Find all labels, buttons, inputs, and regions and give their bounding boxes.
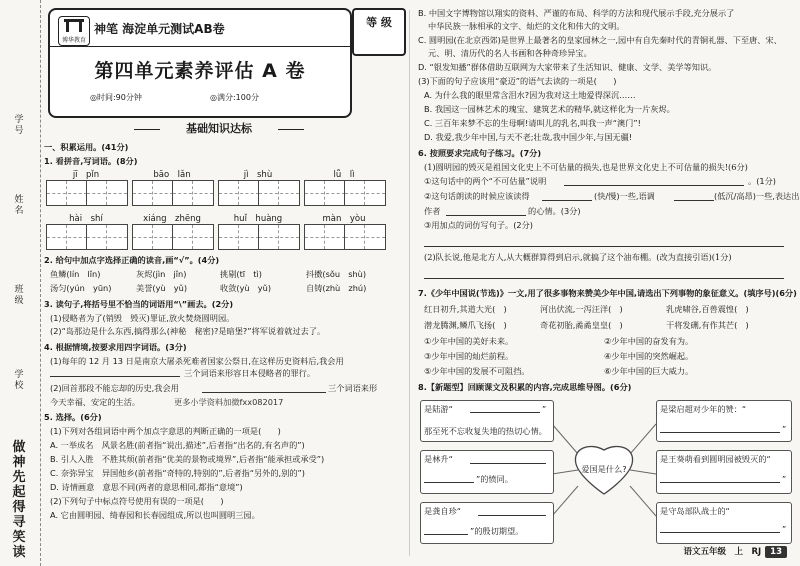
footer-text: 语文五年级 上 RJ <box>683 547 762 557</box>
gutter-label-school: 学校 <box>14 370 24 391</box>
option-d[interactable]: D. “银发知播”群体借助互联网为大家带来了生活知识、健康、文学、美学等知识。 <box>418 62 717 72</box>
q1-title: 1. 看拼音,写词语。(8分) <box>44 156 138 166</box>
q7-item[interactable]: 潜龙腾渊,鳞爪飞扬( ) <box>424 320 507 330</box>
char-grid[interactable] <box>258 180 300 206</box>
q5-sub-3: (3)下面的句子应该用“豪迈”的语气去读的一项是( ) <box>418 76 617 86</box>
q2-title: 2. 给句中加点字选择正确的读音,画“√”。(4分) <box>44 255 220 265</box>
q3-sentence-1[interactable]: (1)侵略者为了(销毁 毁灭)罪证,放火焚烧圆明园。 <box>50 313 235 323</box>
pinyin-7: huǐ huàng <box>233 214 283 224</box>
option-b[interactable]: B. 中国文字博物馆以翔实的资料、严谨的布局、科学的方法和现代展示手段,充分展示了 <box>418 8 735 18</box>
brand-name: 博华教育 <box>61 37 86 44</box>
q8-title: 8.【新题型】回顾课文及积累的内容,完成思维导图。(6分) <box>418 382 632 392</box>
q7-item[interactable]: 干将发硎,有作其芒( ) <box>666 320 749 330</box>
q4-line-2c: 今天幸福、安定的生活。 <box>50 397 141 407</box>
q5-option-a[interactable]: A. 一举成名 风景名胜(前者指“说出,描述”,后者指“出名的,有名声的”) <box>50 440 305 450</box>
q7-item[interactable]: 红日初升,其道大光( ) <box>424 304 507 314</box>
map-box-4-a: 是梁启超对少年的赞：“ <box>660 404 747 414</box>
q7-option-3: ③少年中国的灿烂前程。 <box>424 351 514 361</box>
q7-option-2: ②少年中国的奋发有为。 <box>604 336 694 346</box>
q5-title: 5. 选择。(6分) <box>44 412 102 422</box>
mind-map-center: 爱国是什么? <box>581 464 627 474</box>
q6-1a-points: 。(1分) <box>748 176 776 186</box>
q6-sentence-1: (1)圆明园的毁灭是祖国文化史上不可估量的损失,也是世界文化史上不可估量的损失!(6分) <box>424 162 748 172</box>
page-title: 第四单元素养评估 A 卷 <box>94 60 306 82</box>
exam-score: ◎满分:100分 <box>210 93 259 102</box>
q6-1b-end: (低沉/高昂)一些,表达出 <box>714 191 800 201</box>
char-grid[interactable] <box>304 180 346 206</box>
map-box-3-a: 是龚自珍“ <box>424 506 461 516</box>
q6-sentence-2: (2)队长说,他是北方人,从大概群算得到启示,就搞了这个油布棚。(改为直接引语)(1分) <box>424 252 732 262</box>
q4-line-1b: 三个词语来形容日本侵略者的罪行。 <box>184 368 316 378</box>
section-heading: 基础知识达标 <box>134 120 304 138</box>
answer-line[interactable] <box>50 376 180 377</box>
answer-line[interactable] <box>424 278 784 279</box>
q6-1b-mid: (快/慢)一些,语调 <box>594 191 655 201</box>
char-grid[interactable] <box>344 224 386 250</box>
q6-1c: 作者 <box>424 206 441 216</box>
q7-option-4: ④少年中国的突然崛起。 <box>604 351 694 361</box>
map-box-6-a: 是守岛部队战士的“ <box>660 506 730 516</box>
pinyin-4: lǚ lì <box>333 170 355 180</box>
char-grid[interactable] <box>172 224 214 250</box>
map-box-5-a: 是王葵萌看到圆明园被毁灭的“ <box>660 454 771 464</box>
brand-logo <box>58 16 90 46</box>
page-number: 13 <box>765 546 787 558</box>
map-box-2-a: 是林升“ <box>424 454 453 464</box>
map-box-1-c: 那至死不忘收复失地的热切心情。 <box>424 426 547 436</box>
binding-gutter <box>0 0 41 566</box>
pinyin-1: jī pǐn <box>72 170 100 180</box>
gutter-label-class: 班级 <box>14 285 24 306</box>
gate-icon <box>61 17 87 33</box>
answer-line[interactable] <box>660 482 780 483</box>
q5-3-option-a[interactable]: A. 为什么我的眼里常含泪水?因为我对这土地爱得深沉…… <box>424 90 636 100</box>
pinyin-5: hài shí <box>69 214 103 224</box>
part1-heading: 一、积累运用。(41分) <box>44 142 129 152</box>
map-box-1-a: 是陆游“ <box>424 404 453 414</box>
q2-item[interactable]: 收敛(yù yǔ) <box>220 283 272 293</box>
gutter-label-name: 姓名 <box>14 195 24 216</box>
q5-sub-2: (2)下列句子中标点符号使用有误的一项是( ) <box>50 496 224 506</box>
char-grid[interactable] <box>258 224 300 250</box>
q2-item[interactable]: 美誉(yù yǔ) <box>136 283 188 293</box>
q6-1c-end: 的心情。(3分) <box>528 206 581 216</box>
q7-item[interactable]: 河出伏流,一泻汪洋( ) <box>540 304 623 314</box>
q2-item[interactable]: 鱼鳞(lín lǐn) <box>50 269 101 279</box>
char-grid[interactable] <box>46 180 88 206</box>
q3-sentence-2[interactable]: (2)“岛那边是什么东西,搞得那么(神秘 秘密)?是暗堡?”将军说着就过去了。 <box>50 326 326 336</box>
char-grid[interactable] <box>132 180 174 206</box>
q5-option-b[interactable]: B. 引人入胜 不胜其烦(前者指“优美的景物或境界”,后者指“能承担或承受”) <box>50 454 325 464</box>
q7-title: 7.《少年中国说(节选)》一文,用了很多事物来赞美少年中国,请选出下列事物的象征意义。(填序号)(6分) <box>418 288 797 298</box>
map-box-6-b: ” <box>782 524 787 534</box>
answer-line[interactable] <box>478 515 546 516</box>
answer-line[interactable] <box>424 534 468 535</box>
map-box-1-b: ” <box>542 404 547 414</box>
q7-option-6: ⑥少年中国的巨大威力。 <box>604 366 694 376</box>
pinyin-3: jì shù <box>243 170 273 180</box>
q5-3-option-b[interactable]: B. 我国这一园林艺术的瑰宝、建筑艺术的精华,就这样化为一片灰烬。 <box>424 104 675 114</box>
gutter-slogan: 做神先起 得寻笑读 <box>12 440 26 560</box>
q7-option-1: ①少年中国的美好未来。 <box>424 336 514 346</box>
q5-option-c[interactable]: C. 奈弥异宝 异国他乡(前者指“奇特的,特别的”,后者指“另外的,别的”) <box>50 468 305 478</box>
right-column <box>418 8 800 560</box>
q6-1d: ③用加点的词仿写句子。(2分) <box>424 220 534 230</box>
char-grid[interactable] <box>344 180 386 206</box>
header-box <box>48 8 352 118</box>
option-c-cont: 元、明、清历代的名人书画和各种奇珍异宝。 <box>428 48 592 58</box>
answer-line[interactable] <box>674 200 714 201</box>
option-c[interactable]: C. 圆明园(在北京西郊)是世界上最著名的皇家园林之一,园中有自先秦时代的青铜礼器、下至唐、宋、 <box>418 35 782 45</box>
q5-3-option-c[interactable]: C. 三百年来梦不忘的生母啊!请叫儿的乳名,叫我一声“澳门”! <box>424 118 641 128</box>
q4-line-1: (1)每年的 12 月 13 日是南京大屠杀死难者国家公祭日,在这样历史资料后,我会用 <box>50 356 344 366</box>
q6-1b: ②这句话朗读的时候应该读得 <box>424 191 530 201</box>
map-box-4-b: ” <box>782 424 787 434</box>
q4-line-2b: 三个词语来形 <box>328 383 378 393</box>
answer-line[interactable] <box>564 185 744 186</box>
gutter-label-student-id: 学号 <box>14 115 24 136</box>
q2-item[interactable]: 自铸(zhù zhú) <box>306 283 367 293</box>
map-box-3-b: ”的殷切期望。 <box>470 526 524 536</box>
option-b-cont: 中华民族一脉相承的文字、灿烂的文化和伟大的文明。 <box>428 21 625 31</box>
q2-item[interactable]: 挑剔(tī tì) <box>220 269 262 279</box>
left-column <box>44 8 404 560</box>
char-grid[interactable] <box>86 180 128 206</box>
char-grid[interactable] <box>218 224 260 250</box>
q7-option-5: ⑤少年中国的发展不可阻挡。 <box>424 366 530 376</box>
char-grid[interactable] <box>132 224 174 250</box>
answer-line[interactable] <box>424 246 784 247</box>
pinyin-6: xiáng zhēng <box>143 214 201 224</box>
answer-line[interactable] <box>542 200 592 201</box>
q5-option-d[interactable]: D. 诗情画意 意思不同(两者的意思相同,都指“意境”) <box>50 482 243 492</box>
page-footer <box>683 545 787 558</box>
answer-line[interactable] <box>660 432 780 433</box>
answer-line[interactable] <box>424 482 474 483</box>
char-grid[interactable] <box>304 224 346 250</box>
char-grid[interactable] <box>172 180 214 206</box>
q4-title: 4. 根据情境,按要求用四字词语。(3分) <box>44 342 187 352</box>
q5-2-option-a[interactable]: A. 它由圆明园、绮春园和长春园组成,所以也叫圆明三园。 <box>50 510 260 520</box>
answer-line[interactable] <box>446 215 526 216</box>
char-grid[interactable] <box>46 224 88 250</box>
ad-text: 更多小学资料加微fxx082017 <box>174 397 284 407</box>
answer-line[interactable] <box>660 532 780 533</box>
q6-title: 6. 按照要求完成句子练习。(7分) <box>418 148 542 158</box>
map-box-2-b: ”的愤同。 <box>476 474 513 484</box>
char-grid[interactable] <box>86 224 128 250</box>
q5-sub-1: (1)下列对各组词语中两个加点字意思的判断正确的一项是( ) <box>50 426 281 436</box>
series-name: 神笔 海淀单元测试AB卷 <box>94 22 225 36</box>
q3-title: 3. 读句子,将括号里不恰当的词语用“\”画去。(2分) <box>44 299 234 309</box>
q2-item[interactable]: 灰烬(jìn jǐn) <box>136 269 187 279</box>
q6-1a: ①这句话中的两个“不可估量”说明 <box>424 176 547 186</box>
grade-label: 等 级 <box>366 16 392 29</box>
q7-item[interactable]: 奇花初胎,矞矞皇皇( ) <box>540 320 623 330</box>
char-grid[interactable] <box>218 180 260 206</box>
answer-line[interactable] <box>470 412 540 413</box>
pinyin-2: bāo lǎn <box>153 170 191 180</box>
answer-line[interactable] <box>202 392 326 393</box>
q7-item[interactable]: 乳虎啸谷,百兽震惶( ) <box>666 304 749 314</box>
answer-line[interactable] <box>470 463 546 464</box>
exam-time: ◎时间:90分钟 <box>90 93 142 102</box>
grade-box[interactable] <box>352 8 406 56</box>
q2-item[interactable]: 汤匀(yún yūn) <box>50 283 112 293</box>
pinyin-8: màn yòu <box>322 214 366 224</box>
q4-line-2: (2)回首那段不能忘却的历史,我会用 <box>50 383 179 393</box>
map-box-5-b: ” <box>782 474 787 484</box>
q5-3-option-d[interactable]: D. 我爱,我少年中国,与天不老;壮哉,我中国少年,与国无疆! <box>424 132 633 142</box>
q2-item[interactable]: 抖擞(sǒu shù) <box>306 269 367 279</box>
